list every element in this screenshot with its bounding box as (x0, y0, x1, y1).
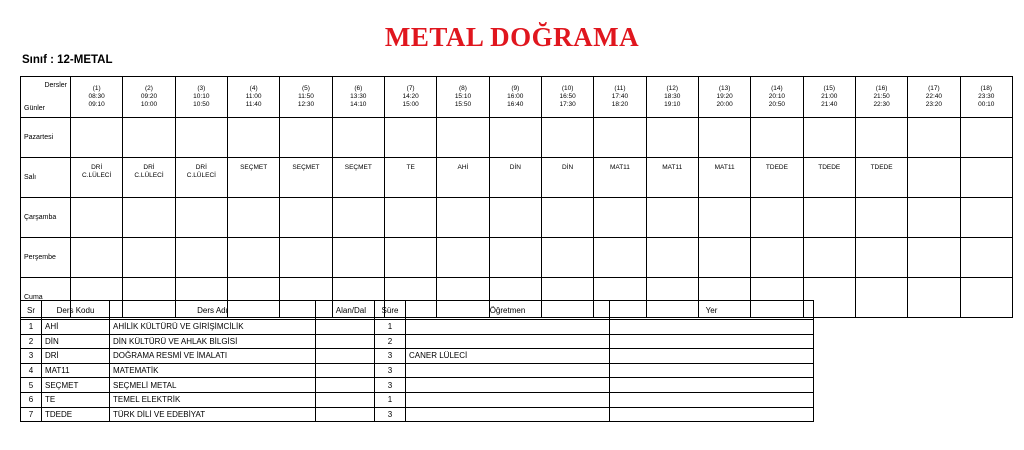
legend-header-code: Ders Kodu (42, 301, 110, 320)
legend-row (21, 334, 814, 349)
legend-code: DRİ (42, 349, 110, 364)
slot-end: 21:40 (821, 101, 838, 108)
legend-name: DOĞRAMA RESMİ VE İMALATI (110, 349, 316, 364)
timetable-cell (594, 158, 646, 198)
slot-header (698, 77, 750, 118)
timetable-cell (594, 118, 646, 158)
timetable-cell (541, 118, 593, 158)
cell-course-code: TE (406, 164, 415, 171)
cell-course-code: TDEDE (818, 164, 841, 171)
slot-start: 08:30 (88, 93, 105, 100)
legend-duration: 3 (375, 378, 406, 393)
slot-end: 16:40 (507, 101, 524, 108)
cell-teacher: C.LÜLECİ (134, 172, 164, 179)
day-name: Çarşamba (21, 198, 71, 238)
legend-teacher (406, 334, 610, 349)
legend-teacher (406, 407, 610, 422)
cell-course-code: SEÇMET (292, 164, 320, 171)
legend-duration: 3 (375, 407, 406, 422)
cell-course-code: DRİ (143, 164, 155, 171)
timetable-cell (908, 198, 960, 238)
slot-end: 20:00 (716, 101, 733, 108)
slot-num: (5) (302, 85, 310, 92)
timetable-cell (960, 158, 1012, 198)
slot-header (594, 77, 646, 118)
cell-course-code: DİN (562, 164, 574, 171)
timetable-cell (384, 118, 436, 158)
cell-teacher: C.LÜLECİ (82, 172, 112, 179)
legend-branch (316, 349, 375, 364)
legend-row (21, 349, 814, 364)
timetable-cell (698, 238, 750, 278)
timetable-cell (594, 198, 646, 238)
legend-sr: 5 (21, 378, 42, 393)
slot-header (332, 77, 384, 118)
timetable-cell (541, 158, 593, 198)
timetable-cell (489, 198, 541, 238)
cell-course-code: DRİ (91, 164, 103, 171)
legend-code: MAT11 (42, 363, 110, 378)
legend-place (610, 407, 814, 422)
slot-end: 15:00 (402, 101, 419, 108)
timetable-cell (646, 198, 698, 238)
slot-num: (7) (406, 85, 415, 92)
slot-header (175, 77, 227, 118)
timetable-cell (541, 198, 593, 238)
slot-num: (1) (92, 85, 101, 92)
timetable-cell (698, 198, 750, 238)
timetable-cell (646, 238, 698, 278)
legend-branch (316, 320, 375, 335)
timetable-cell (384, 238, 436, 278)
slot-num: (4) (249, 85, 258, 92)
legend-place (610, 392, 814, 407)
legend-header-branch: Alan/Dal (316, 301, 375, 320)
legend-code: DİN (42, 334, 110, 349)
slot-start: 16:00 (507, 93, 524, 100)
timetable-cell (855, 118, 907, 158)
timetable-cell (71, 158, 123, 198)
timetable-cell (227, 198, 279, 238)
timetable-cell (489, 158, 541, 198)
slot-header (384, 77, 436, 118)
legend-sr: 2 (21, 334, 42, 349)
timetable-cell (437, 198, 489, 238)
slot-header (437, 77, 489, 118)
slot-header (280, 77, 332, 118)
timetable-cell (437, 238, 489, 278)
timetable-cell (855, 158, 907, 198)
legend-header-teacher: Öğretmen (406, 301, 610, 320)
slot-end: 00:10 (978, 101, 995, 108)
timetable-cell (332, 158, 384, 198)
timetable-cell (960, 198, 1012, 238)
legend-code: TDEDE (42, 407, 110, 422)
timetable-cell (227, 158, 279, 198)
legend-code: AHİ (42, 320, 110, 335)
legend-row (21, 320, 814, 335)
legend-branch (316, 392, 375, 407)
legend-branch (316, 378, 375, 393)
timetable-cell (698, 118, 750, 158)
legend-header-duration: Süre (375, 301, 406, 320)
timetable-day-row (21, 198, 1013, 238)
timetable-header-row (21, 77, 1013, 118)
slot-header (803, 77, 855, 118)
legend-branch (316, 407, 375, 422)
day-name: Perşembe (21, 238, 71, 278)
cell-course-code: AHİ (457, 164, 469, 171)
timetable-cell (489, 118, 541, 158)
timetable-cell (489, 238, 541, 278)
cell-course-code: SEÇMET (344, 164, 372, 171)
timetable-cell (751, 158, 803, 198)
timetable-cell (646, 158, 698, 198)
timetable-cell (960, 118, 1012, 158)
legend-name: TEMEL ELEKTRİK (110, 392, 316, 407)
slot-header (71, 77, 123, 118)
cell-course-code: MAT11 (714, 164, 735, 171)
slot-start: 21:00 (821, 93, 838, 100)
timetable-cell (751, 238, 803, 278)
legend-name: MATEMATİK (110, 363, 316, 378)
slot-end: 14:10 (350, 101, 367, 108)
cell-course-code: MAT11 (662, 164, 683, 171)
slot-end: 22:30 (873, 101, 890, 108)
timetable-cell (175, 238, 227, 278)
timetable-cell (908, 238, 960, 278)
slot-start: 16:50 (559, 93, 576, 100)
slot-end: 12:30 (297, 101, 315, 108)
slot-end: 23:20 (925, 101, 943, 108)
legend-duration: 1 (375, 392, 406, 407)
timetable-cell (123, 198, 175, 238)
slot-start: 15:10 (454, 93, 472, 100)
legend-row (21, 407, 814, 422)
slot-start: 21:50 (873, 93, 890, 100)
timetable-cell (227, 238, 279, 278)
timetable-cell (123, 238, 175, 278)
legend-place (610, 334, 814, 349)
slot-start: 14:20 (402, 93, 419, 100)
legend-duration: 1 (375, 320, 406, 335)
slot-end: 15:50 (454, 101, 472, 108)
legend-name: SEÇMELİ METAL (110, 378, 316, 393)
slot-start: 10:10 (193, 93, 210, 100)
legend-code: SEÇMET (42, 378, 110, 393)
legend-sr: 3 (21, 349, 42, 364)
cell-course-code: SEÇMET (240, 164, 268, 171)
timetable-cell (123, 158, 175, 198)
timetable-cell (855, 238, 907, 278)
legend-branch (316, 363, 375, 378)
slot-num: (18) (980, 85, 993, 92)
legend-sr: 6 (21, 392, 42, 407)
slot-num: (14) (771, 85, 783, 92)
timetable-cell (384, 158, 436, 198)
legend-teacher: CANER LÜLECİ (406, 349, 610, 364)
corner-label-days: Günler (24, 105, 46, 112)
legend-place (610, 363, 814, 378)
timetable-day-row (21, 238, 1013, 278)
legend-sr: 4 (21, 363, 42, 378)
timetable-cell (71, 238, 123, 278)
slot-header (123, 77, 175, 118)
timetable-cell (123, 118, 175, 158)
legend-header-place: Yer (610, 301, 814, 320)
slot-end: 09:10 (88, 101, 105, 108)
timetable-cell (332, 118, 384, 158)
timetable-cell (437, 158, 489, 198)
slot-end: 10:50 (193, 101, 210, 108)
timetable-cell (646, 118, 698, 158)
timetable-cell (908, 278, 960, 318)
corner-label-lessons: Dersler (44, 82, 67, 89)
slot-start: 09:20 (140, 93, 158, 100)
timetable (20, 76, 1013, 318)
slot-start: 19:20 (716, 93, 733, 100)
cell-course-code: TDEDE (765, 164, 788, 171)
slot-start: 11:50 (298, 93, 314, 100)
timetable-cell (332, 198, 384, 238)
timetable-cell (960, 238, 1012, 278)
legend-code: TE (42, 392, 110, 407)
timetable-cell (855, 198, 907, 238)
cell-teacher: C.LÜLECİ (186, 172, 216, 179)
timetable-cell (175, 198, 227, 238)
day-name: Salı (21, 158, 71, 198)
page-title: METAL DOĞRAMA (384, 22, 640, 52)
legend-duration: 3 (375, 363, 406, 378)
legend-teacher (406, 378, 610, 393)
slot-num: (6) (354, 85, 363, 92)
timetable-cell (280, 158, 332, 198)
legend-header-name: Ders Adı (110, 301, 316, 320)
timetable-cell (280, 238, 332, 278)
timetable-cell (71, 198, 123, 238)
timetable-cell (227, 118, 279, 158)
timetable-cell (698, 158, 750, 198)
timetable-cell (71, 118, 123, 158)
legend-duration: 2 (375, 334, 406, 349)
slot-num: (15) (823, 85, 836, 92)
slot-start: 13:30 (350, 93, 367, 100)
legend-branch (316, 334, 375, 349)
legend-header-row (21, 301, 814, 320)
timetable-cell (280, 198, 332, 238)
slot-num: (2) (145, 85, 153, 92)
slot-num: (10) (561, 85, 574, 92)
slot-header (960, 77, 1012, 118)
timetable-cell (175, 158, 227, 198)
slot-header (908, 77, 960, 118)
legend-name: AHİLİK KÜLTÜRÜ VE GİRİŞİMCİLİK (110, 320, 316, 335)
legend-place (610, 349, 814, 364)
timetable-cell (908, 118, 960, 158)
cell-course-code: TDEDE (870, 164, 893, 171)
slot-num: (8) (458, 85, 467, 92)
legend-teacher (406, 392, 610, 407)
slot-num: (17) (928, 85, 940, 92)
cell-course-code: DİN (509, 164, 521, 171)
timetable-cell (384, 198, 436, 238)
slot-header (646, 77, 698, 118)
cell-course-code: MAT11 (609, 164, 630, 171)
legend-row (21, 392, 814, 407)
timetable-cell (751, 118, 803, 158)
legend-teacher (406, 363, 610, 378)
slot-header (855, 77, 907, 118)
legend-teacher (406, 320, 610, 335)
slot-header (541, 77, 593, 118)
timetable-cell (175, 118, 227, 158)
legend-sr: 7 (21, 407, 42, 422)
timetable-cell (855, 278, 907, 318)
slot-start: 11:00 (245, 93, 262, 100)
slot-end: 20:50 (768, 101, 786, 108)
slot-end: 10:00 (140, 101, 158, 108)
slot-end: 18:20 (611, 101, 629, 108)
day-name: Pazartesi (21, 118, 71, 158)
cell-course-code: DRİ (195, 164, 207, 171)
slot-start: 17:40 (611, 93, 629, 100)
timetable-cell (803, 118, 855, 158)
timetable-cell (908, 158, 960, 198)
legend-duration: 3 (375, 349, 406, 364)
timetable-cell (437, 118, 489, 158)
slot-num: (3) (197, 85, 206, 92)
legend-row (21, 378, 814, 393)
slot-num: (16) (875, 85, 888, 92)
timetable-day-row (21, 158, 1013, 198)
slot-end: 17:30 (559, 101, 576, 108)
timetable-day-row (21, 118, 1013, 158)
timetable-cell (803, 198, 855, 238)
slot-end: 19:10 (664, 101, 681, 108)
slot-num: (13) (718, 85, 731, 92)
slot-start: 23:30 (978, 93, 995, 100)
timetable-cell (803, 158, 855, 198)
day-name: Cuma (21, 278, 71, 318)
timetable-cell (332, 238, 384, 278)
timetable-cell (751, 198, 803, 238)
timetable-cell (280, 118, 332, 158)
timetable-corner-cell (21, 77, 71, 118)
legend-sr: 1 (21, 320, 42, 335)
slot-num: (11) (614, 85, 626, 92)
timetable-cell (960, 278, 1012, 318)
slot-start: 20:10 (768, 93, 786, 100)
timetable-cell (541, 238, 593, 278)
slot-num: (9) (511, 85, 520, 92)
slot-start: 18:30 (664, 93, 681, 100)
slot-end: 11:40 (245, 101, 262, 108)
timetable-cell (803, 238, 855, 278)
legend-place (610, 320, 814, 335)
slot-header (489, 77, 541, 118)
legend-place (610, 378, 814, 393)
legend-name: DİN KÜLTÜRÜ VE AHLAK BİLGİSİ (110, 334, 316, 349)
legend-row (21, 363, 814, 378)
legend-header-sr: Sr (21, 301, 42, 320)
timetable-cell (594, 238, 646, 278)
slot-num: (12) (666, 85, 679, 92)
slot-header (751, 77, 803, 118)
course-legend-table (20, 300, 814, 422)
slot-header (227, 77, 279, 118)
legend-name: TÜRK DİLİ VE EDEBİYAT (110, 407, 316, 422)
slot-start: 22:40 (925, 93, 943, 100)
class-label: Sınıf : 12-METAL (22, 54, 113, 66)
